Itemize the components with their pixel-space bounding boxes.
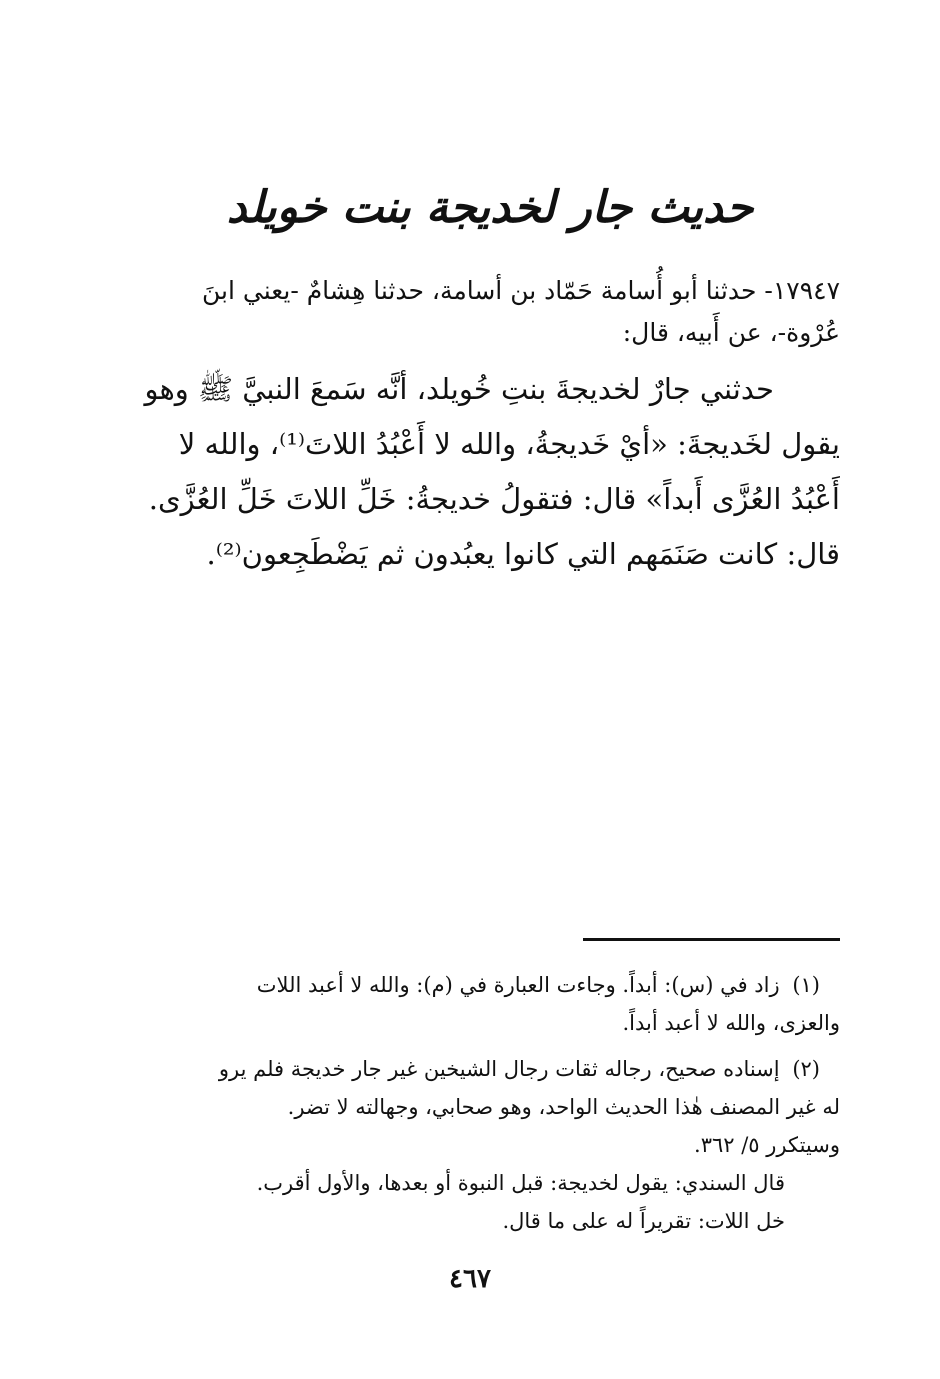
matn-line: حدثني جارٌ لخديجةَ بنتِ خُويلد، أنَّه سَمعَ النبيَّ ﷺ وهو <box>144 372 774 406</box>
footnote-number: (١) <box>792 973 820 997</box>
footnote-2 <box>140 1050 840 1240</box>
page-number: ٤٦٧ <box>449 1264 491 1294</box>
footnote-number: (٢) <box>792 1057 820 1081</box>
footnote-subnote: قال السندي: يقول لخديجة: قبل النبوة أو بعدها، والأول أقرب. <box>256 1171 785 1195</box>
footnote-subnote: خل اللات: تقريراً له على ما قال. <box>502 1209 785 1233</box>
footnote-1 <box>140 966 840 1042</box>
footnote-separator <box>583 938 840 941</box>
footnote-line <box>140 1050 840 1088</box>
matn-line: يقول لخَديجةَ: «أيْ خَديجةُ، والله لا أَعْبُدُ اللاتَ⁽¹⁾، والله لا <box>178 427 840 461</box>
isnad-paragraph <box>140 270 840 354</box>
matn-paragraph <box>140 362 840 582</box>
footnote-line <box>140 966 840 1004</box>
matn-line: قال: كانت صَنَمَهم التي كانوا يعبُدون ثم يَضْطَجِعون⁽²⁾. <box>206 537 840 571</box>
matn-line: أَعْبُدُ العُزَّى أَبداً» قال: فتقولُ خديجةُ: خَلِّ اللاتَ خَلِّ العُزَّى. <box>148 482 840 516</box>
hadith-title: حديث جار لخديجة بنت خويلد <box>226 182 754 233</box>
footnote-text: زاد في (س): أبداً. وجاءت العبارة في (م): والله لا أعبد اللات <box>256 973 780 997</box>
isnad-line: ١٧٩٤٧- حدثنا أبو أُسامة حَمّاد بن أسامة، حدثنا هِشامٌ -يعني ابنَ <box>202 276 840 305</box>
footnote-line: والعزى، والله لا أعبد أبداً. <box>622 1011 840 1035</box>
isnad-line: عُرْوة-، عن أَبيه، قال: <box>622 318 840 347</box>
footnote-line: له غير المصنف هٰذا الحديث الواحد، وهو صحابي، وجهالته لا تضر. <box>287 1095 840 1119</box>
footnotes <box>140 966 840 1248</box>
footnote-line: وسيتكرر ٥/ ٣٦٢. <box>694 1133 840 1157</box>
footnote-text: إسناده صحيح، رجاله ثقات رجال الشيخين غير جار خديجة فلم يرو <box>218 1057 780 1081</box>
